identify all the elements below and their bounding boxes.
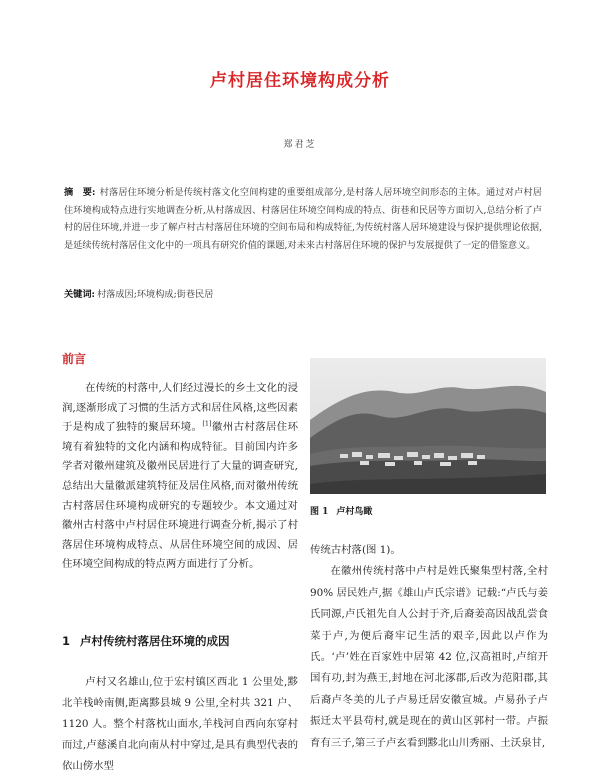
- section-1-title: 卢村传统村落居住环境的成因: [80, 634, 230, 648]
- keywords: [64, 287, 542, 303]
- right-paragraph-1: 传统古村落(图 1)。: [310, 544, 401, 556]
- abstract-label: 摘 要:: [64, 187, 96, 198]
- figure-caption: [310, 504, 372, 517]
- right-paragraph-2-wrap: [310, 561, 548, 754]
- abstract: [64, 184, 542, 254]
- paper-title: 卢村居住环境构成分析: [210, 71, 390, 91]
- right-paragraph-2: 在徽州传统村落中卢村是姓氏聚集型村落,全村 90% 居民姓卢,据《雄山卢氏宗谱》记载:“卢氏与姜氏同源,卢氏祖先自人公封于齐,后裔姜高因战乱尝食菜于卢,为便后裔牢记生活的艰辛,因此以卢作为氏。‘卢’姓在百家姓中居第 42 位,汉高祖时,卢绾开国有功,封为燕王,封地在河北涿郡,后改为范阳郡,其后裔卢冬美的儿子卢易迁居安徽宣城。卢易孙子卢振迁太平县苟村,就是现在的黄山区郭村一带。卢振育有三子,第三子卢玄看到黟北山川秀丽、土沃泉甘,: [310, 565, 548, 749]
- author-name: 郑君芝: [283, 140, 317, 150]
- keywords-text: 村落成因;环境构成;街巷民居: [96, 289, 214, 300]
- intro-heading: 前言: [62, 352, 87, 366]
- keywords-label: 关键词:: [64, 289, 95, 300]
- figure-title: 卢村鸟瞰: [336, 507, 373, 517]
- intro-text-a: 在传统的村落中,人们经过漫长的乡土文化的浸润,逐渐形成了习惯的生活方式和居住风格,这些因素于是构成了独特的聚居环境。: [62, 382, 298, 434]
- village-aerial-photo: [310, 358, 546, 494]
- section-1-number: 1: [62, 634, 71, 648]
- village-photo-graphic: [310, 358, 546, 494]
- abstract-text: 村落居住环境分析是传统村落文化空间构建的重要组成部分,是村落人居环境空间形态的主体。通过对卢村居住环境构成特点进行实地调查分析,从村落成因、村落居住环境空间构成的特点、街巷和民居等方面切入,总结分析了卢村的居住环境,并进一步了解卢村古村落居住环境的空间布局和构成特征,为传统村落人居环境建设与保护提供理论依据,是延续传统村落居住文化中的一项具有研究价值的课题,对未来古村落居住环境的保护与发展提供了一定的借鉴意义。: [64, 187, 542, 251]
- section-1-text: 卢村又名雄山,位于宏村镇区西北 1 公里处,黟北羊栈岭南侧,距离黟县城 9 公里,全村共 321 户、1120 人。整个村落枕山面水,羊栈河自西向东穿村而过,卢慈溪自北向南从村中穿过,是具有典型代表的依山傍水型: [62, 676, 298, 772]
- intro-text-b: 徽州古村落居住环境有着独特的文化内涵和构成特征。目前国内许多学者对徽州建筑及徽州民居进行了大量的调查研究,总结出大量徽派建筑特征及居住风格,而对徽州传统古村落居住环境构成研究的专题较少。本文通过对徽州古村落中卢村居住环境进行调查分析,揭示了村落居住环境构成特点、从居住环境空间的成因、居住环境空间构成的特点两方面进行了分析。: [62, 421, 299, 571]
- citation-ref: [1]: [202, 419, 212, 428]
- intro-paragraph: [62, 379, 298, 575]
- right-column-text: [310, 540, 548, 754]
- figure-number: 图 1: [310, 507, 329, 517]
- section-1-paragraph: [62, 672, 298, 777]
- section-1-heading: [62, 633, 230, 649]
